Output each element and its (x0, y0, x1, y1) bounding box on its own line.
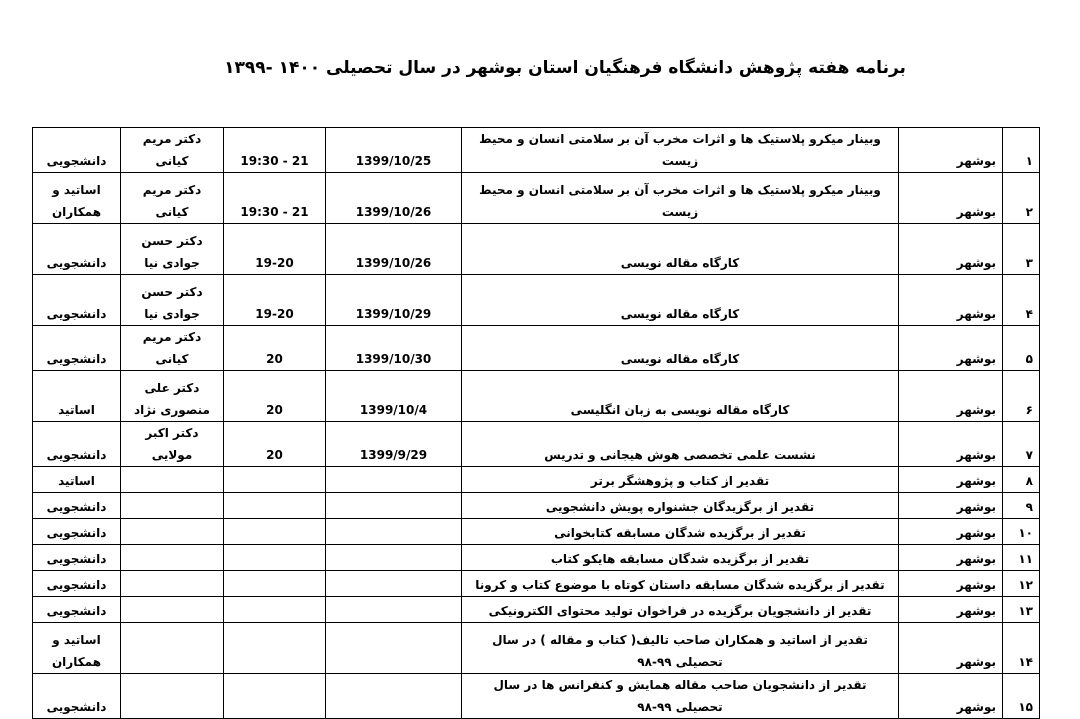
date-cell: 1399/10/26 (326, 224, 462, 275)
presenter-cell: دکتر مریم کیانی (121, 326, 224, 371)
presenter-cell: دکتر مریم کیانی (121, 128, 224, 173)
event-title-cell: کارگاه مقاله نویسی (462, 326, 899, 371)
row-number: ۱ (1003, 128, 1040, 173)
time-cell: 19-20 (224, 224, 326, 275)
row-number: ۹ (1003, 493, 1040, 519)
city-cell: بوشهر (899, 623, 1003, 674)
event-title-cell: کارگاه مقاله نویسی (462, 224, 899, 275)
row-number: ۱۱ (1003, 545, 1040, 571)
presenter-cell (121, 467, 224, 493)
table-row (33, 326, 1040, 371)
event-title-cell: کارگاه مقاله نویسی به زبان انگلیسی (462, 371, 899, 422)
time-cell (224, 467, 326, 493)
city-cell: بوشهر (899, 224, 1003, 275)
audience-cell: اساتید (33, 371, 121, 422)
time-cell (224, 597, 326, 623)
date-cell (326, 597, 462, 623)
time-cell: 21 - 19:30 (224, 173, 326, 224)
table-row (33, 371, 1040, 422)
audience-cell: دانشجویی (33, 674, 121, 719)
audience-cell: دانشجویی (33, 493, 121, 519)
table-row (33, 422, 1040, 467)
time-cell: 19-20 (224, 275, 326, 326)
presenter-cell (121, 519, 224, 545)
event-title-cell: تقدیر از برگزیده شدگان مسابقه داستان کوتاه با موضوع کتاب و کرونا (462, 571, 899, 597)
schedule-table (32, 127, 1040, 719)
audience-cell: دانشجویی (33, 128, 121, 173)
city-cell: بوشهر (899, 674, 1003, 719)
presenter-cell: دکتر علی منصوری نژاد (121, 371, 224, 422)
date-cell (326, 467, 462, 493)
presenter-cell (121, 623, 224, 674)
city-cell: بوشهر (899, 128, 1003, 173)
row-number: ۱۲ (1003, 571, 1040, 597)
row-number: ۲ (1003, 173, 1040, 224)
time-cell (224, 674, 326, 719)
presenter-cell (121, 674, 224, 719)
row-number: ۴ (1003, 275, 1040, 326)
presenter-cell: دکتر اکبر مولایی (121, 422, 224, 467)
presenter-cell (121, 571, 224, 597)
date-cell: 1399/9/29 (326, 422, 462, 467)
row-number: ۵ (1003, 326, 1040, 371)
city-cell: بوشهر (899, 275, 1003, 326)
time-cell (224, 493, 326, 519)
presenter-cell: دکتر حسن جوادی نیا (121, 224, 224, 275)
event-title-cell: تقدیر از اساتید و همکاران صاحب تالیف( کتاب و مقاله ) در سال تحصیلی ۹۹-۹۸ (462, 623, 899, 674)
city-cell: بوشهر (899, 519, 1003, 545)
row-number: ۷ (1003, 422, 1040, 467)
table-row (33, 571, 1040, 597)
presenter-cell (121, 545, 224, 571)
city-cell: بوشهر (899, 422, 1003, 467)
city-cell: بوشهر (899, 467, 1003, 493)
audience-cell: دانشجویی (33, 326, 121, 371)
time-cell: 20 (224, 326, 326, 371)
table-row (33, 275, 1040, 326)
row-number: ۳ (1003, 224, 1040, 275)
presenter-cell (121, 493, 224, 519)
date-cell (326, 493, 462, 519)
table-row (33, 173, 1040, 224)
presenter-cell (121, 597, 224, 623)
date-cell (326, 623, 462, 674)
row-number: ۸ (1003, 467, 1040, 493)
city-cell: بوشهر (899, 545, 1003, 571)
city-cell: بوشهر (899, 173, 1003, 224)
time-cell: 20 (224, 422, 326, 467)
event-title-cell: تقدیر از دانشجویان صاحب مقاله همایش و کنفرانس ها در سال تحصیلی ۹۹-۹۸ (462, 674, 899, 719)
audience-cell: دانشجویی (33, 545, 121, 571)
audience-cell: دانشجویی (33, 422, 121, 467)
city-cell: بوشهر (899, 326, 1003, 371)
event-title-cell: وبینار میکرو پلاستیک ها و اثرات مخرب آن بر سلامتی انسان و محیط زیست (462, 173, 899, 224)
event-title-cell: تقدیر از دانشجویان برگزیده در فراخوان تولید محتوای الکترونیکی (462, 597, 899, 623)
time-cell (224, 545, 326, 571)
event-title-cell: تقدیر از برگزیدگان جشنواره پویش دانشجویی (462, 493, 899, 519)
row-number: ۱۳ (1003, 597, 1040, 623)
audience-cell: دانشجویی (33, 275, 121, 326)
time-cell (224, 519, 326, 545)
row-number: ۱۵ (1003, 674, 1040, 719)
event-title-cell: تقدیر از کتاب و پژوهشگر برتر (462, 467, 899, 493)
table-row (33, 597, 1040, 623)
table-row (33, 224, 1040, 275)
time-cell: 20 (224, 371, 326, 422)
event-title-cell: تقدیر از برگزیده شدگان مسابقه هایکو کتاب (462, 545, 899, 571)
table-row (33, 519, 1040, 545)
date-cell: 1399/10/25 (326, 128, 462, 173)
event-title-cell: وبینار میکرو پلاستیک ها و اثرات مخرب آن بر سلامتی انسان و محیط زیست (462, 128, 899, 173)
date-cell (326, 545, 462, 571)
audience-cell: اساتید (33, 467, 121, 493)
row-number: ۱۰ (1003, 519, 1040, 545)
date-cell: 1399/10/4 (326, 371, 462, 422)
audience-cell: دانشجویی (33, 519, 121, 545)
table-row (33, 545, 1040, 571)
date-cell (326, 519, 462, 545)
table-row (33, 128, 1040, 173)
date-cell (326, 674, 462, 719)
table-row (33, 467, 1040, 493)
row-number: ۶ (1003, 371, 1040, 422)
time-cell (224, 623, 326, 674)
date-cell: 1399/10/29 (326, 275, 462, 326)
city-cell: بوشهر (899, 371, 1003, 422)
presenter-cell: دکتر حسن جوادی نیا (121, 275, 224, 326)
event-title-cell: تقدیر از برگزیده شدگان مسابقه کتابخوانی (462, 519, 899, 545)
audience-cell: اساتید و همکاران (33, 623, 121, 674)
presenter-cell: دکتر مریم کیانی (121, 173, 224, 224)
table-row (33, 674, 1040, 719)
row-number: ۱۴ (1003, 623, 1040, 674)
time-cell (224, 571, 326, 597)
date-cell (326, 571, 462, 597)
time-cell: 21 - 19:30 (224, 128, 326, 173)
event-title-cell: کارگاه مقاله نویسی (462, 275, 899, 326)
table-row (33, 623, 1040, 674)
event-title-cell: نشست علمی تخصصی هوش هیجانی و تدریس (462, 422, 899, 467)
city-cell: بوشهر (899, 571, 1003, 597)
audience-cell: دانشجویی (33, 597, 121, 623)
audience-cell: اساتید و همکاران (33, 173, 121, 224)
city-cell: بوشهر (899, 597, 1003, 623)
audience-cell: دانشجویی (33, 571, 121, 597)
page-title: برنامه هفته پژوهش دانشگاه فرهنگیان استان بوشهر در سال تحصیلی ۱۴۰۰ -۱۳۹۹ (224, 58, 906, 78)
audience-cell: دانشجویی (33, 224, 121, 275)
date-cell: 1399/10/30 (326, 326, 462, 371)
table-row (33, 493, 1040, 519)
city-cell: بوشهر (899, 493, 1003, 519)
date-cell: 1399/10/26 (326, 173, 462, 224)
